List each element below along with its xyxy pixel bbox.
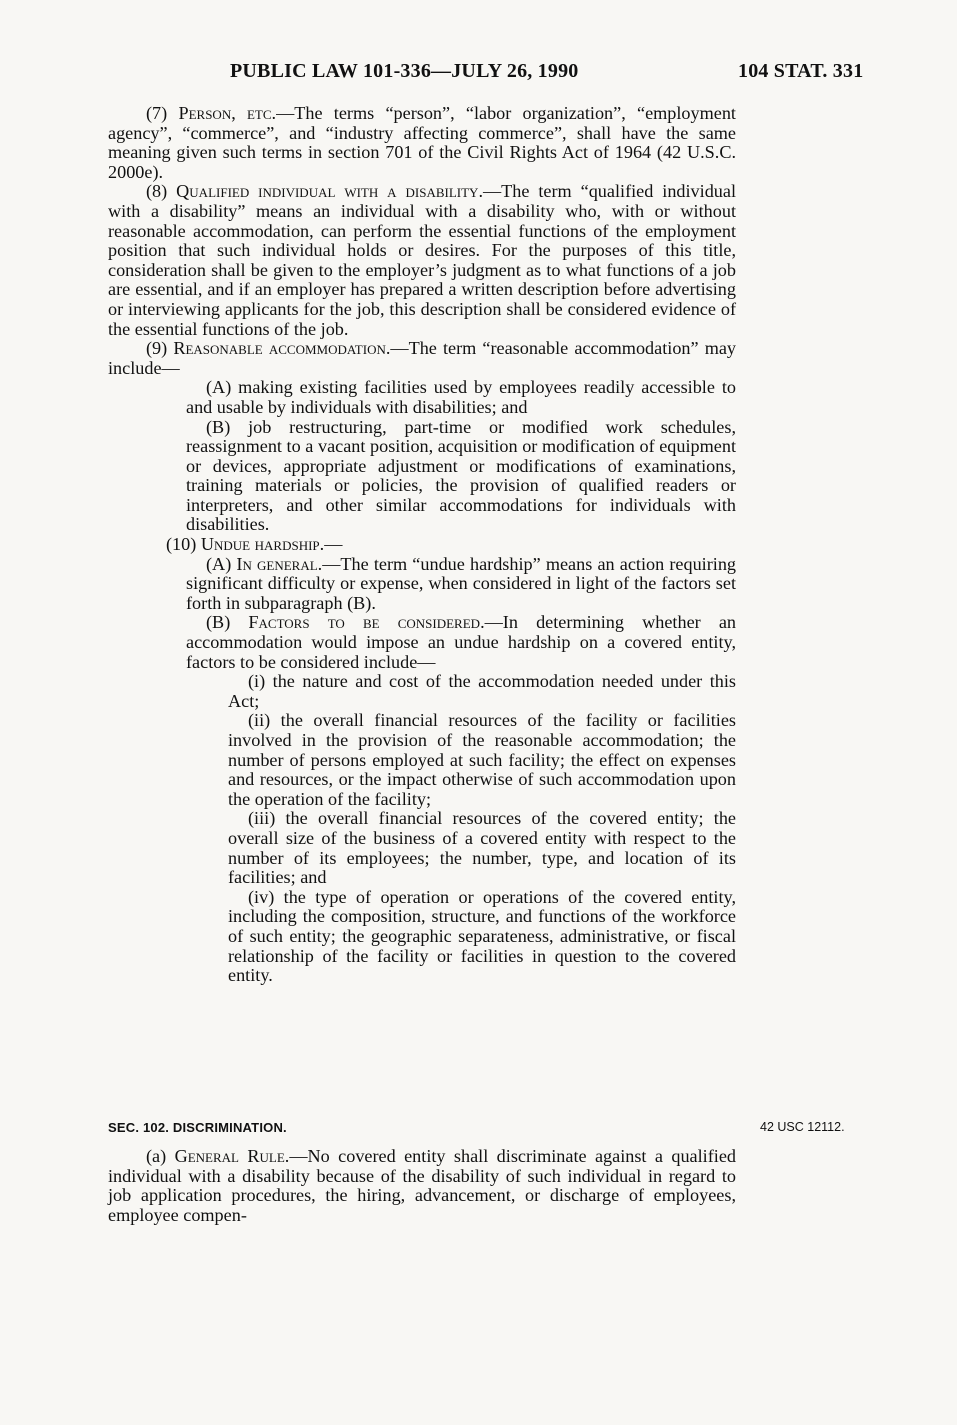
- para-number: (9): [146, 338, 168, 359]
- page-number: 104 STAT. 331: [738, 60, 864, 82]
- clause-i: (i) the nature and cost of the accommodation needed under this Act;: [228, 671, 736, 711]
- para-heading: General Rule: [174, 1146, 285, 1166]
- para-text: .—The term “reasonable accommodation” may include—: [108, 338, 737, 378]
- paragraph-7: [108, 104, 736, 182]
- para-number: (a): [146, 1146, 167, 1166]
- para-text: .—No covered entity shall discriminate against a qualified individual with a disability because of the disability of such individual in regard to job application procedures, the hiring, advancement, or discharge of employees, employee compen-: [108, 1146, 736, 1225]
- para-dash: .—: [319, 534, 343, 555]
- para-text: .—The term “undue hardship” means an action requiring significant difficulty or expense, when considered in light of the factors set forth in subparagraph (B).: [186, 553, 737, 613]
- para-text: .—In determining whether an accommodation would impose an undue hardship on a covered entity, factors to be considered include—: [186, 612, 737, 672]
- para-text: .—The term “qualified individual with a disability” means an individual with a disability who, with or without reasonable accommodation, can perform the essential functions of the employment position that such individual holds or desires. For the purposes of this title, consideration shall be given to the employer’s judgment as to what functions of a job are essential, and if an employer has prepared a written description before advertising or interviewing applicants for the job, this description shall be considered evidence of the essential functions of the job.: [108, 181, 737, 339]
- running-header-title: PUBLIC LAW 101-336—JULY 26, 1990: [230, 60, 579, 82]
- subsection-a: [108, 1147, 736, 1225]
- paragraph-9: [108, 339, 736, 378]
- para-heading: In general: [236, 553, 318, 574]
- margin-citation: 42 USC 12112.: [760, 1120, 845, 1134]
- para-number: (7): [146, 103, 168, 123]
- para-heading: Undue hardship: [200, 534, 320, 555]
- clause-iv: (iv) the type of operation or operations of the covered entity, including the composition, structure, and functions of the workforce of such entity; the geographic separateness, administrative, or fiscal relationship of the facility or facilities in question to the covered entity.: [228, 886, 736, 986]
- paragraph-8: [108, 182, 736, 339]
- para-text: —The terms “person”, “labor organization”, “employment agency”, “commerce”, and “industry affecting commerce”, shall have the same meaning given such terms in section 701 of the Civil Rights Act of 1964 (42 U.S.C. 2000e).: [108, 103, 736, 182]
- main-text: [108, 104, 736, 986]
- subparagraph-9a: (A) making existing facilities used by employees readily accessible to and usable by individuals with disabilities; and: [186, 377, 736, 417]
- para-heading: Qualified individual with a disability: [176, 181, 479, 202]
- para-number: (10): [166, 534, 197, 555]
- para-number: (B): [206, 612, 231, 633]
- clause-iii: (iii) the overall financial resources of the covered entity; the overall size of the business of a covered entity with respect to the number of its employees; the number, type, and location of its facilities; and: [228, 808, 736, 888]
- section-text: [108, 1147, 736, 1225]
- para-number: (A): [206, 553, 232, 574]
- paragraph-10: [108, 535, 736, 555]
- para-heading: Person, etc.: [178, 103, 277, 123]
- para-heading: Reasonable accommodation: [173, 338, 386, 359]
- para-number: (8): [146, 181, 168, 202]
- subparagraph-10b: [108, 613, 736, 672]
- para-heading: Factors to be considered: [248, 612, 481, 633]
- section-heading: SEC. 102. DISCRIMINATION.: [108, 1120, 287, 1135]
- subparagraph-9b: (B) job restructuring, part-time or modified work schedules, reassignment to a vacant position, acquisition or modification of equipment or devices, appropriate adjustment or modifications of examinations, training materials or policies, the provision of qualified readers or interpreters, and other similar accommodations for individuals with disabilities.: [186, 416, 736, 535]
- clause-ii: (ii) the overall financial resources of the facility or facilities involved in the provision of the reasonable accommodation; the number of persons employed at such facility; the effect on expenses and resources, or the impact otherwise of such accommodation upon the operation of the facility;: [228, 710, 736, 809]
- subparagraph-10a: [108, 555, 736, 614]
